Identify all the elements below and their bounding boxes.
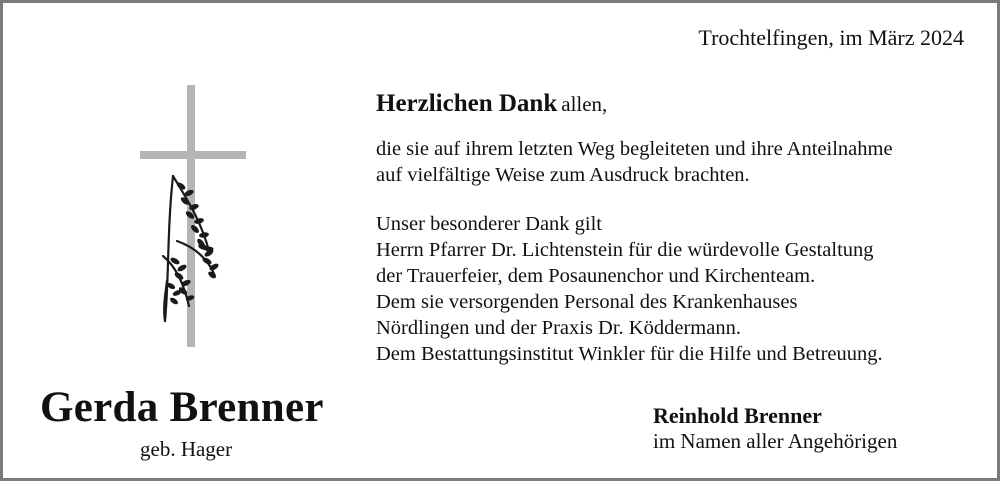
deceased-name: Gerda Brenner — [40, 384, 324, 431]
cross-with-wheat-icon — [133, 81, 253, 351]
greeting-rest: allen, — [561, 92, 608, 116]
thanks-paragraph — [376, 136, 893, 188]
paragraph-line: Dem sie versorgenden Personal des Krankenhauses — [376, 291, 798, 313]
paragraph-line: der Trauerfeier, dem Posaunenchor und Kirchenteam. — [376, 265, 816, 287]
paragraph-line: auf vielfältige Weise zum Ausdruck brachten. — [376, 164, 750, 186]
special-thanks-paragraph — [376, 211, 883, 367]
place-date: Trochtelfingen, im März 2024 — [698, 25, 964, 50]
greeting-heading — [376, 90, 607, 118]
signer-name: Reinhold Brenner — [653, 403, 822, 428]
paragraph-line: Unser besonderer Dank gilt — [376, 213, 603, 235]
signer-role: im Namen aller Angehörigen — [653, 429, 898, 453]
paragraph-line: Herrn Pfarrer Dr. Lichtenstein für die würdevolle Gestaltung — [376, 239, 874, 261]
greeting-strong: Herzlichen Dank — [376, 90, 558, 117]
paragraph-line: die sie auf ihrem letzten Weg begleiteten und ihre Anteilnahme — [376, 138, 893, 160]
paragraph-line: Dem Bestattungsinstitut Winkler für die Hilfe und Betreuung. — [376, 343, 883, 365]
paragraph-line: Nördlingen und der Praxis Dr. Köddermann. — [376, 317, 741, 339]
maiden-name: geb. Hager — [140, 437, 233, 461]
